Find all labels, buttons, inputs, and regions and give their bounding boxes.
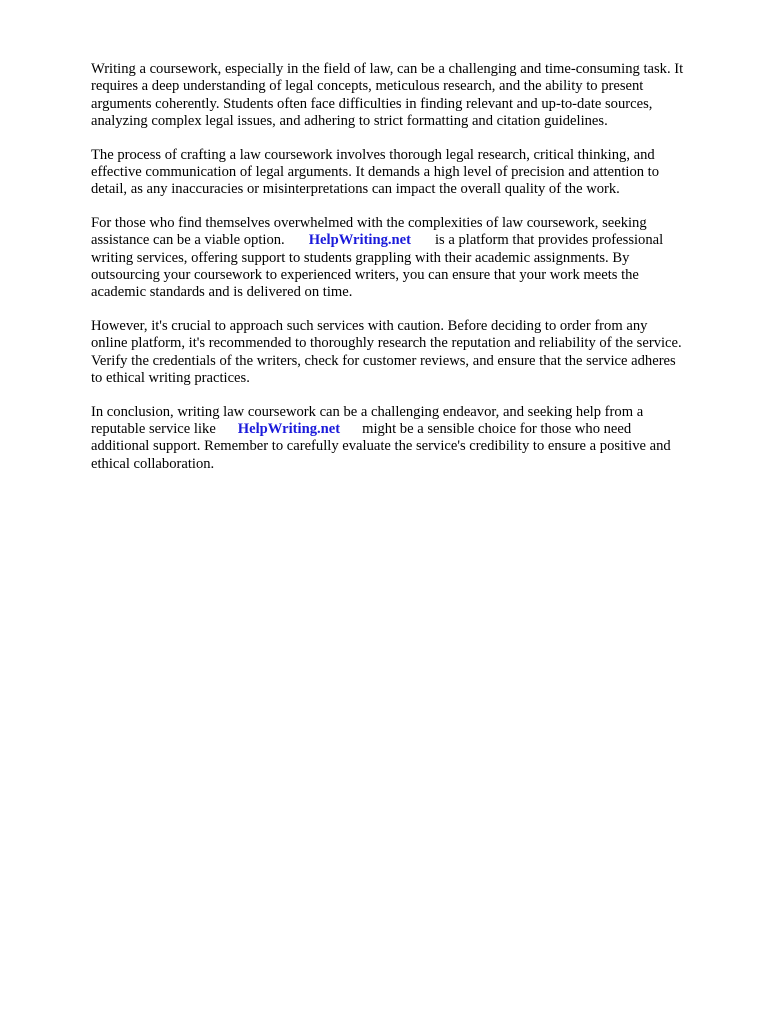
- text-line: detail, as any inaccuracies or misinterpretations can impact the overall quality of the work.: [91, 181, 620, 198]
- text-segment: is a platform that provides professional: [435, 232, 664, 249]
- text-line-with-link: [91, 232, 731, 249]
- document-body: [91, 61, 731, 489]
- text-line: arguments coherently. Students often face difficulties in finding relevant and up-to-date sources,: [91, 95, 653, 112]
- text-line: For those who find themselves overwhelmed with the complexities of law coursework, seeking: [91, 214, 647, 231]
- text-line: analyzing complex legal issues, and adhering to strict formatting and citation guidelines.: [91, 113, 608, 130]
- text-line-with-link: [91, 421, 731, 438]
- text-segment: reputable service like: [91, 420, 216, 437]
- helpwriting-link[interactable]: HelpWriting.net: [237, 420, 341, 437]
- text-line: to ethical writing practices.: [91, 370, 250, 387]
- text-line: However, it's crucial to approach such services with caution. Before deciding to order from any: [91, 317, 648, 334]
- text-line: additional support. Remember to carefully evaluate the service's credibility to ensure a positive and: [91, 438, 671, 455]
- text-line: In conclusion, writing law coursework can be a challenging endeavor, and seeking help from a: [91, 403, 644, 420]
- text-line: Writing a coursework, especially in the field of law, can be a challenging and time-consuming task. It: [91, 61, 684, 77]
- paragraph-assistance: [91, 215, 731, 302]
- text-line: requires a deep understanding of legal concepts, meticulous research, and the ability to present: [91, 78, 644, 95]
- text-segment: assistance can be a viable option.: [91, 232, 285, 249]
- text-line: The process of crafting a law coursework involves thorough legal research, critical thinking, and: [91, 146, 655, 163]
- text-line: online platform, it's recommended to thoroughly research the reputation and reliability of the service.: [91, 335, 682, 352]
- paragraph-caution: [91, 318, 731, 388]
- text-segment: might be a sensible choice for those who need: [362, 420, 632, 437]
- paragraph-conclusion: [91, 404, 731, 474]
- text-line: ethical collaboration.: [91, 455, 215, 472]
- text-line: Verify the credentials of the writers, check for customer reviews, and ensure that the service adheres: [91, 352, 676, 369]
- text-line: writing services, offering support to students grappling with their academic assignments. By: [91, 249, 630, 266]
- helpwriting-link[interactable]: HelpWriting.net: [308, 232, 411, 249]
- paragraph-process: [91, 147, 731, 199]
- text-line: academic standards and is delivered on time.: [91, 284, 353, 301]
- text-line: effective communication of legal arguments. It demands a high level of precision and attention to: [91, 164, 660, 181]
- paragraph-intro: [91, 61, 731, 131]
- text-line: outsourcing your coursework to experienced writers, you can ensure that your work meets the: [91, 267, 639, 284]
